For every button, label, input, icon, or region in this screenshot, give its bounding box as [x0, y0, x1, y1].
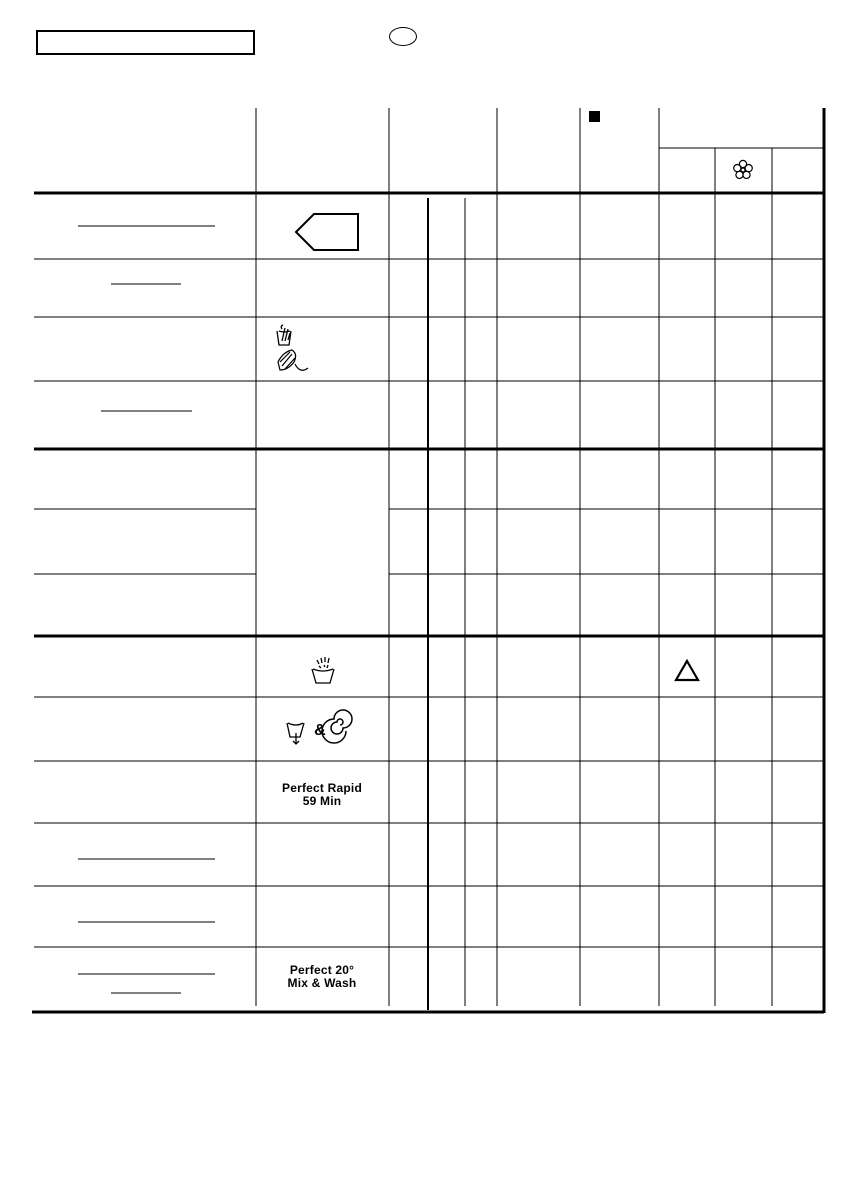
- perfect-rapid-program-label: [262, 782, 382, 808]
- wool-skein-icon: [278, 350, 308, 370]
- drain-icon: [287, 723, 304, 744]
- label-tag-icon: [296, 214, 358, 250]
- perfect-rapid-line-2: 59 Min: [302, 794, 342, 808]
- hand-wash-icon: [277, 325, 291, 345]
- perfect-rapid-line-1: Perfect Rapid: [282, 781, 362, 795]
- rinse-icon: [312, 657, 334, 683]
- drain-spin-connector: &: [314, 722, 326, 739]
- triangle-icon: [676, 661, 698, 680]
- flower-icon: [734, 160, 753, 178]
- perfect-20-program-label: [262, 964, 382, 990]
- perfect-20-line-2: Mix & Wash: [287, 976, 357, 990]
- perfect-20-line-1: Perfect 20°: [289, 963, 355, 977]
- black-square-icon: [589, 111, 600, 122]
